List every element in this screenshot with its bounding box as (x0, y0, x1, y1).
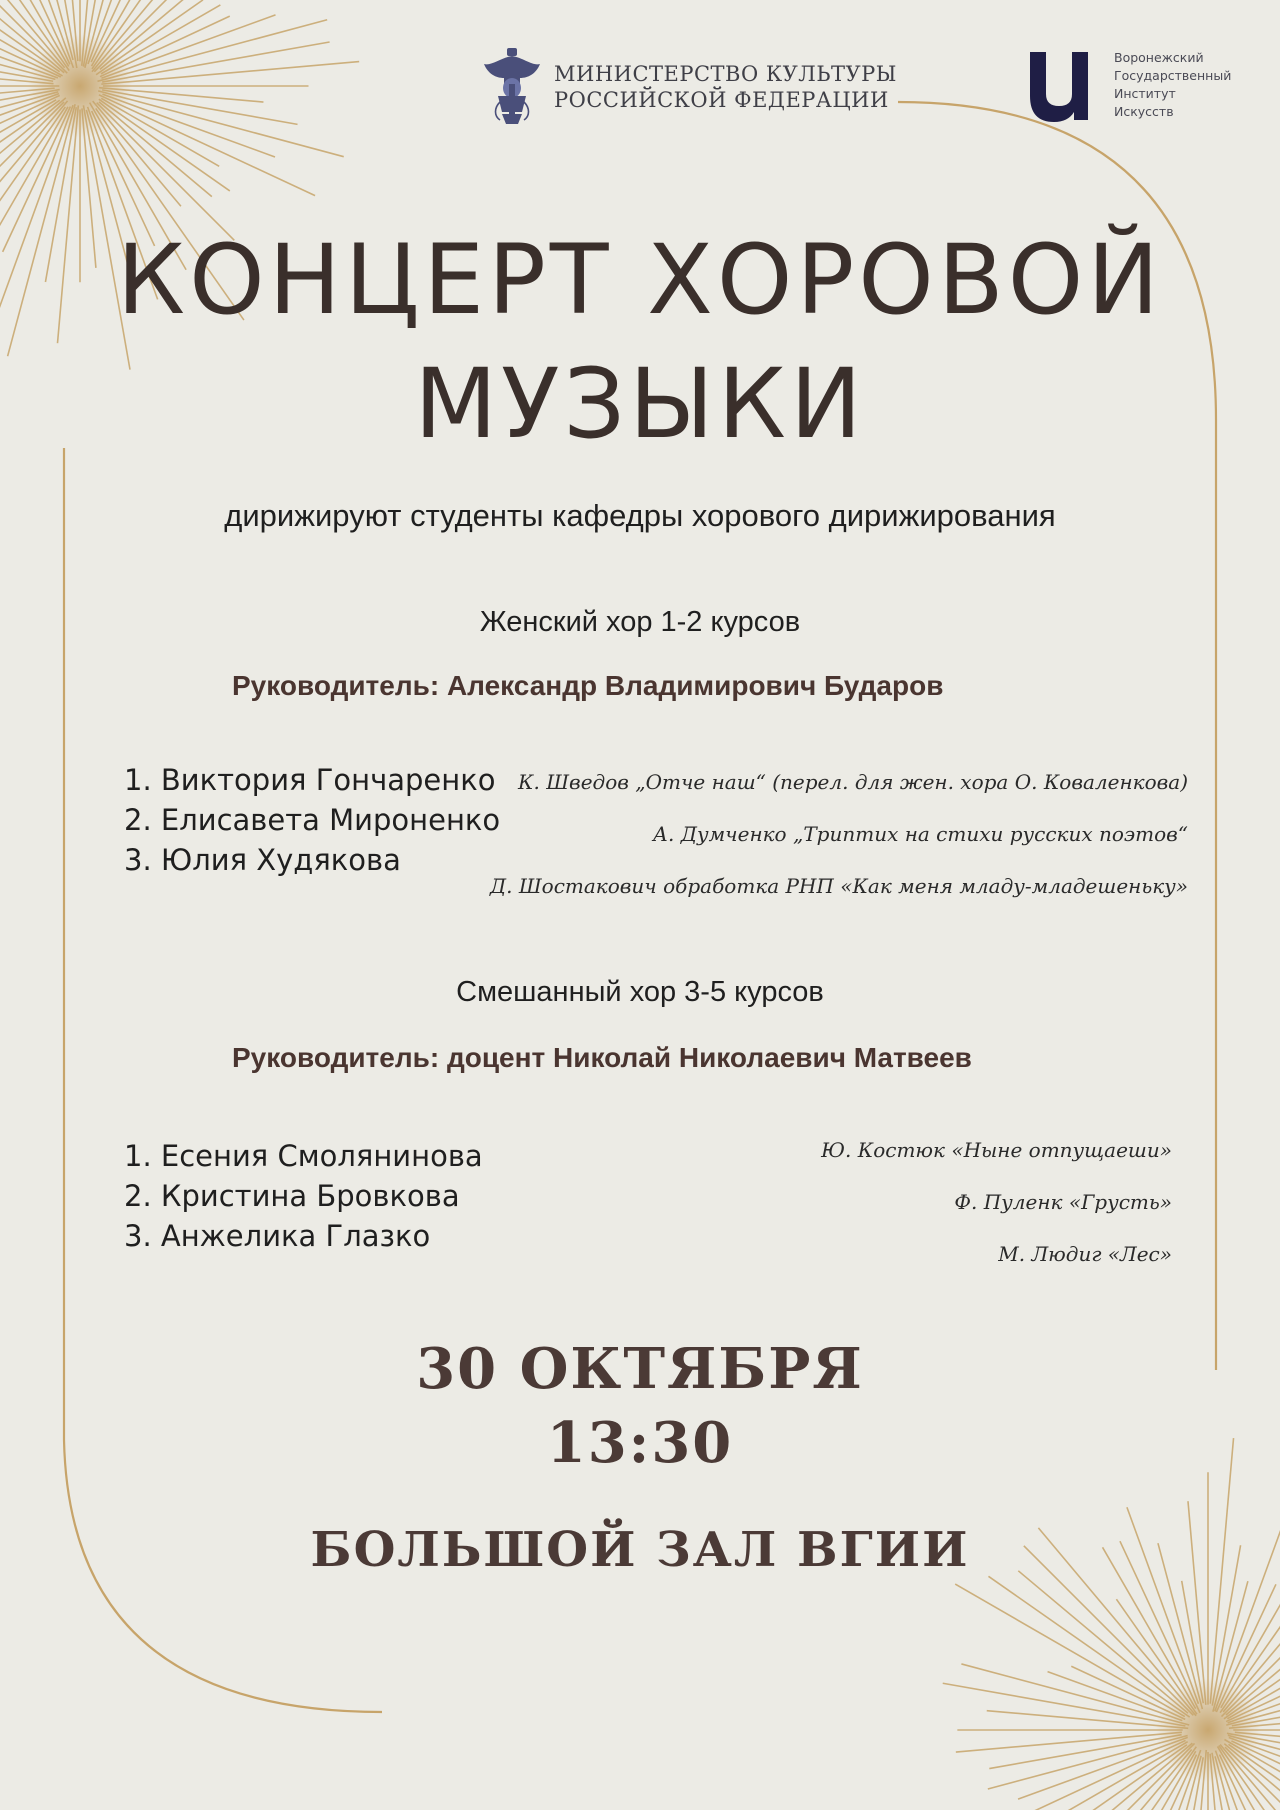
conductor-item: 2. Елисавета Мироненко (124, 803, 501, 837)
vgii-name-line-3: Институт (1114, 86, 1176, 101)
ministry-of-culture-logo (478, 42, 897, 132)
sunburst-ray (99, 95, 315, 196)
concert-title-line-2: МУЗЫКИ (414, 348, 866, 460)
sunburst-ray (956, 1732, 1182, 1752)
sunburst-ray (97, 103, 235, 241)
conductor-item: 2. Кристина Бровкова (124, 1179, 460, 1213)
conductor-item: 3. Юлия Худякова (124, 843, 401, 877)
ministry-name-line-1: МИНИСТЕРСТВО КУЛЬТУРЫ (554, 62, 897, 86)
conductor-item: 3. Анжелика Глазко (124, 1219, 431, 1253)
sunburst-ray (102, 42, 329, 82)
choir-1-repertoire-item-2: А. Думченко „Триптих на стихи русских поэтов“ (652, 822, 1188, 846)
sunburst-bottom-right-icon (943, 1438, 1280, 1810)
choir-1-heading: Женский хор 1-2 курсов (479, 606, 801, 638)
choir-2-repertoire-item-1: Ю. Костюк «Ныне отпущаеши» (821, 1138, 1172, 1162)
event-time: 13:30 (546, 1410, 734, 1476)
concert-title-line-1: КОНЦЕРТ ХОРОВОЙ (116, 224, 1164, 336)
choir-1-repertoire-item-1: К. Шведов „Отче наш“ (перел. для жен. хора О. Коваленкова) (518, 770, 1188, 794)
sunburst-glow (28, 34, 132, 138)
conductor-item: 1. Есения Смолянинова (124, 1139, 483, 1173)
sunburst-ray (955, 1584, 1185, 1717)
choir-1-leader: Руководитель: Александр Владимирович Бударов (232, 670, 944, 701)
choir-1-repertoire-item-3: Д. Шостакович обработка РНП «Как меня младу-младешеньку» (489, 874, 1188, 898)
concert-subtitle: дирижируют студенты кафедры хорового дирижирования (224, 498, 1056, 533)
choir-2-conductors-list (124, 1136, 483, 1256)
choir-2-repertoire-item-3: М. Людиг «Лес» (998, 1242, 1172, 1266)
sunburst-ray (961, 1664, 1189, 1725)
vgii-name-line-2: Государственный (1114, 68, 1232, 83)
choir-2-leader: Руководитель: доцент Николай Николаевич Матвеев (232, 1042, 972, 1073)
sunburst-ray (102, 90, 297, 124)
sunburst-glow (1156, 1678, 1260, 1782)
vgii-institute-logo (1026, 46, 1271, 136)
vgii-name-line-4: Искусств (1114, 104, 1174, 119)
ministry-name-line-2: РОССИЙСКОЙ ФЕДЕРАЦИИ (554, 88, 889, 112)
choir-2-repertoire-item-2: Ф. Пуленк «Грусть» (954, 1190, 1172, 1214)
choir-2-heading: Смешанный хор 3-5 курсов (456, 976, 824, 1008)
event-venue: БОЛЬШОЙ ЗАЛ ВГИИ (310, 1522, 970, 1578)
double-headed-eagle-emblem-icon (478, 44, 546, 128)
vgii-name-line-1: Воронежский (1114, 50, 1204, 65)
event-date: 30 ОКТЯБРЯ (416, 1336, 864, 1402)
conductor-item: 1. Виктория Гончаренко (124, 763, 496, 797)
choir-1-conductors-list (124, 760, 500, 880)
vgii-u-mark-icon (1026, 50, 1092, 122)
